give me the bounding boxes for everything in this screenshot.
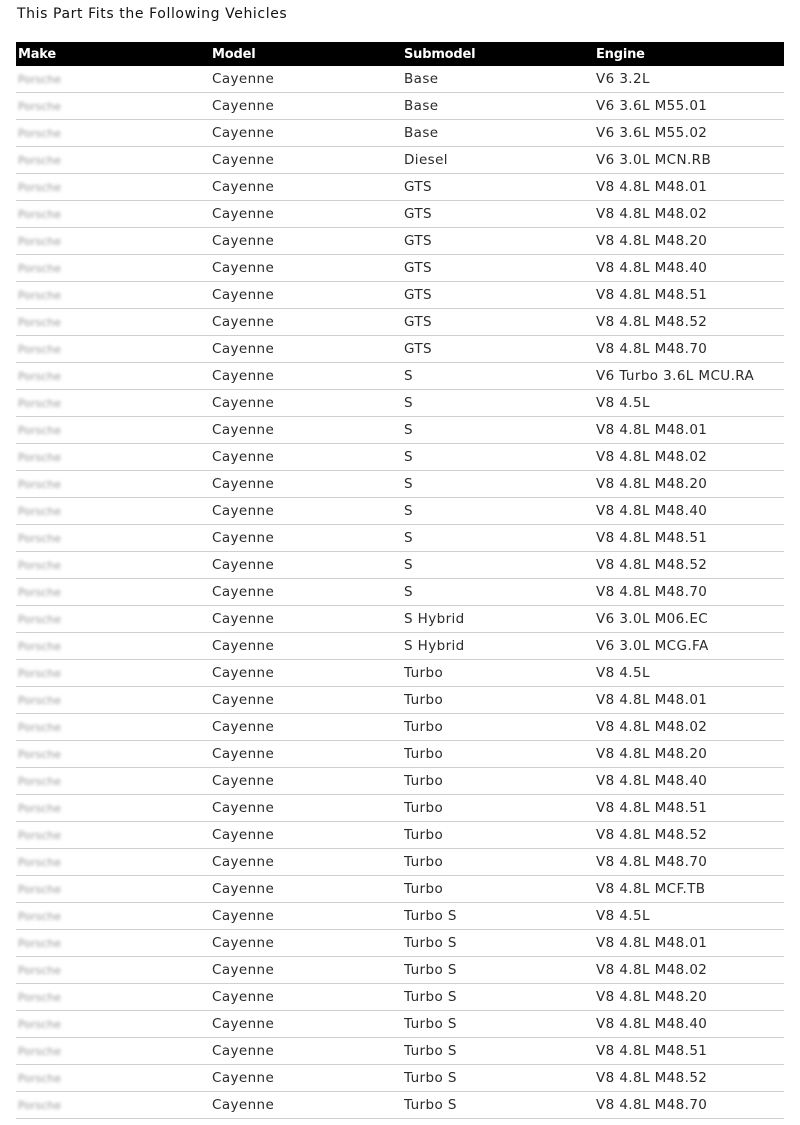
model-cell: Cayenne <box>210 174 402 201</box>
column-header-submodel: Submodel <box>402 42 594 66</box>
engine-cell: V8 4.8L M48.40 <box>594 498 784 525</box>
table-row <box>16 390 784 417</box>
make-cell: Porsche <box>16 687 210 714</box>
make-cell: Porsche <box>16 282 210 309</box>
model-cell: Cayenne <box>210 930 402 957</box>
make-cell: Porsche <box>16 336 210 363</box>
engine-cell: V8 4.8L M48.02 <box>594 957 784 984</box>
table-row <box>16 1038 784 1065</box>
engine-cell: V8 4.8L M48.01 <box>594 687 784 714</box>
engine-cell: V6 3.0L MCN.RB <box>594 147 784 174</box>
table-row <box>16 552 784 579</box>
engine-cell: V8 4.5L <box>594 660 784 687</box>
model-cell: Cayenne <box>210 1065 402 1092</box>
submodel-cell: Turbo S <box>402 903 594 930</box>
submodel-cell: Diesel <box>402 147 594 174</box>
model-cell: Cayenne <box>210 606 402 633</box>
make-cell: Porsche <box>16 1038 210 1065</box>
make-cell: Porsche <box>16 795 210 822</box>
engine-cell: V8 4.8L M48.20 <box>594 741 784 768</box>
submodel-cell: Turbo <box>402 795 594 822</box>
submodel-cell: Turbo <box>402 660 594 687</box>
model-cell: Cayenne <box>210 1038 402 1065</box>
table-row <box>16 498 784 525</box>
model-cell: Cayenne <box>210 903 402 930</box>
model-cell: Cayenne <box>210 228 402 255</box>
model-cell: Cayenne <box>210 552 402 579</box>
make-cell: Porsche <box>16 93 210 120</box>
submodel-cell: GTS <box>402 282 594 309</box>
submodel-cell: Turbo S <box>402 1092 594 1119</box>
model-cell: Cayenne <box>210 1011 402 1038</box>
model-cell: Cayenne <box>210 66 402 93</box>
table-row <box>16 417 784 444</box>
page-title: This Part Fits the Following Vehicles <box>17 6 288 22</box>
model-cell: Cayenne <box>210 309 402 336</box>
model-cell: Cayenne <box>210 876 402 903</box>
make-cell: Porsche <box>16 957 210 984</box>
submodel-cell: Turbo <box>402 849 594 876</box>
make-cell: Porsche <box>16 471 210 498</box>
model-cell: Cayenne <box>210 822 402 849</box>
submodel-cell: S <box>402 417 594 444</box>
submodel-cell: S Hybrid <box>402 633 594 660</box>
model-cell: Cayenne <box>210 444 402 471</box>
engine-cell: V8 4.8L M48.40 <box>594 768 784 795</box>
engine-cell: V8 4.8L M48.02 <box>594 201 784 228</box>
model-cell: Cayenne <box>210 120 402 147</box>
model-cell: Cayenne <box>210 498 402 525</box>
table-row <box>16 660 784 687</box>
model-cell: Cayenne <box>210 795 402 822</box>
make-cell: Porsche <box>16 1092 210 1119</box>
model-cell: Cayenne <box>210 957 402 984</box>
column-header-model: Model <box>210 42 402 66</box>
table-row <box>16 255 784 282</box>
engine-cell: V8 4.8L M48.01 <box>594 417 784 444</box>
model-cell: Cayenne <box>210 147 402 174</box>
make-cell: Porsche <box>16 390 210 417</box>
make-cell: Porsche <box>16 363 210 390</box>
engine-cell: V8 4.8L M48.70 <box>594 1092 784 1119</box>
engine-cell: V8 4.8L M48.20 <box>594 984 784 1011</box>
model-cell: Cayenne <box>210 579 402 606</box>
table-row <box>16 795 784 822</box>
engine-cell: V8 4.5L <box>594 390 784 417</box>
table-header-row <box>16 42 784 66</box>
table-body <box>16 66 784 1119</box>
make-cell: Porsche <box>16 201 210 228</box>
engine-cell: V8 4.8L M48.01 <box>594 174 784 201</box>
engine-cell: V6 3.6L M55.02 <box>594 120 784 147</box>
table-row <box>16 741 784 768</box>
submodel-cell: GTS <box>402 336 594 363</box>
submodel-cell: GTS <box>402 201 594 228</box>
engine-cell: V8 4.8L MCF.TB <box>594 876 784 903</box>
model-cell: Cayenne <box>210 660 402 687</box>
table-row <box>16 1092 784 1119</box>
make-cell: Porsche <box>16 660 210 687</box>
engine-cell: V6 3.0L M06.EC <box>594 606 784 633</box>
vehicle-fitment-table <box>16 42 784 1119</box>
submodel-cell: S <box>402 579 594 606</box>
make-cell: Porsche <box>16 66 210 93</box>
submodel-cell: S <box>402 498 594 525</box>
model-cell: Cayenne <box>210 417 402 444</box>
engine-cell: V8 4.8L M48.51 <box>594 282 784 309</box>
submodel-cell: S <box>402 471 594 498</box>
model-cell: Cayenne <box>210 741 402 768</box>
make-cell: Porsche <box>16 147 210 174</box>
engine-cell: V8 4.8L M48.52 <box>594 1065 784 1092</box>
engine-cell: V8 4.8L M48.52 <box>594 309 784 336</box>
make-cell: Porsche <box>16 984 210 1011</box>
make-cell: Porsche <box>16 930 210 957</box>
table-row <box>16 687 784 714</box>
submodel-cell: Base <box>402 66 594 93</box>
submodel-cell: Turbo S <box>402 957 594 984</box>
engine-cell: V8 4.8L M48.02 <box>594 714 784 741</box>
make-cell: Porsche <box>16 849 210 876</box>
submodel-cell: Turbo <box>402 768 594 795</box>
submodel-cell: Turbo S <box>402 1011 594 1038</box>
make-cell: Porsche <box>16 525 210 552</box>
make-cell: Porsche <box>16 768 210 795</box>
engine-cell: V6 3.2L <box>594 66 784 93</box>
table-row <box>16 201 784 228</box>
model-cell: Cayenne <box>210 282 402 309</box>
model-cell: Cayenne <box>210 336 402 363</box>
make-cell: Porsche <box>16 1065 210 1092</box>
column-header-engine: Engine <box>594 42 784 66</box>
make-cell: Porsche <box>16 309 210 336</box>
submodel-cell: Turbo <box>402 687 594 714</box>
submodel-cell: S <box>402 444 594 471</box>
table-row <box>16 606 784 633</box>
table-row <box>16 822 784 849</box>
table-row <box>16 309 784 336</box>
table-row <box>16 525 784 552</box>
submodel-cell: S <box>402 525 594 552</box>
table-row <box>16 66 784 93</box>
table-row <box>16 579 784 606</box>
make-cell: Porsche <box>16 741 210 768</box>
model-cell: Cayenne <box>210 768 402 795</box>
table-row <box>16 363 784 390</box>
submodel-cell: S <box>402 552 594 579</box>
model-cell: Cayenne <box>210 525 402 552</box>
table-row <box>16 876 784 903</box>
table-row <box>16 228 784 255</box>
engine-cell: V6 3.0L MCG.FA <box>594 633 784 660</box>
engine-cell: V8 4.8L M48.20 <box>594 471 784 498</box>
make-cell: Porsche <box>16 714 210 741</box>
submodel-cell: Turbo <box>402 876 594 903</box>
table-row <box>16 120 784 147</box>
table-row <box>16 282 784 309</box>
engine-cell: V8 4.8L M48.51 <box>594 1038 784 1065</box>
submodel-cell: S <box>402 390 594 417</box>
table-row <box>16 633 784 660</box>
make-cell: Porsche <box>16 1011 210 1038</box>
submodel-cell: Turbo S <box>402 1065 594 1092</box>
model-cell: Cayenne <box>210 390 402 417</box>
table-row <box>16 1065 784 1092</box>
engine-cell: V8 4.8L M48.40 <box>594 1011 784 1038</box>
make-cell: Porsche <box>16 606 210 633</box>
table-row <box>16 714 784 741</box>
model-cell: Cayenne <box>210 633 402 660</box>
make-cell: Porsche <box>16 120 210 147</box>
engine-cell: V8 4.8L M48.52 <box>594 552 784 579</box>
table-row <box>16 336 784 363</box>
table-row <box>16 147 784 174</box>
submodel-cell: Turbo S <box>402 930 594 957</box>
engine-cell: V8 4.8L M48.01 <box>594 930 784 957</box>
submodel-cell: GTS <box>402 228 594 255</box>
submodel-cell: Turbo <box>402 714 594 741</box>
make-cell: Porsche <box>16 633 210 660</box>
engine-cell: V8 4.8L M48.02 <box>594 444 784 471</box>
make-cell: Porsche <box>16 228 210 255</box>
table-row <box>16 93 784 120</box>
model-cell: Cayenne <box>210 363 402 390</box>
submodel-cell: Base <box>402 120 594 147</box>
model-cell: Cayenne <box>210 255 402 282</box>
table-row <box>16 471 784 498</box>
table-row <box>16 903 784 930</box>
engine-cell: V8 4.8L M48.52 <box>594 822 784 849</box>
table-row <box>16 930 784 957</box>
make-cell: Porsche <box>16 255 210 282</box>
submodel-cell: S Hybrid <box>402 606 594 633</box>
table-row <box>16 444 784 471</box>
engine-cell: V8 4.8L M48.20 <box>594 228 784 255</box>
submodel-cell: Turbo S <box>402 984 594 1011</box>
submodel-cell: Turbo <box>402 741 594 768</box>
engine-cell: V8 4.8L M48.70 <box>594 579 784 606</box>
model-cell: Cayenne <box>210 984 402 1011</box>
engine-cell: V6 Turbo 3.6L MCU.RA <box>594 363 784 390</box>
submodel-cell: GTS <box>402 174 594 201</box>
engine-cell: V8 4.8L M48.70 <box>594 336 784 363</box>
submodel-cell: Turbo <box>402 822 594 849</box>
model-cell: Cayenne <box>210 201 402 228</box>
engine-cell: V8 4.8L M48.70 <box>594 849 784 876</box>
make-cell: Porsche <box>16 498 210 525</box>
model-cell: Cayenne <box>210 714 402 741</box>
submodel-cell: Base <box>402 93 594 120</box>
model-cell: Cayenne <box>210 849 402 876</box>
table-row <box>16 768 784 795</box>
table-header <box>16 42 784 66</box>
make-cell: Porsche <box>16 903 210 930</box>
submodel-cell: GTS <box>402 309 594 336</box>
table-row <box>16 984 784 1011</box>
table-row <box>16 174 784 201</box>
make-cell: Porsche <box>16 579 210 606</box>
submodel-cell: S <box>402 363 594 390</box>
engine-cell: V8 4.5L <box>594 903 784 930</box>
table-row <box>16 957 784 984</box>
submodel-cell: Turbo S <box>402 1038 594 1065</box>
submodel-cell: GTS <box>402 255 594 282</box>
model-cell: Cayenne <box>210 93 402 120</box>
column-header-make: Make <box>16 42 210 66</box>
engine-cell: V8 4.8L M48.40 <box>594 255 784 282</box>
make-cell: Porsche <box>16 822 210 849</box>
make-cell: Porsche <box>16 174 210 201</box>
make-cell: Porsche <box>16 417 210 444</box>
make-cell: Porsche <box>16 876 210 903</box>
engine-cell: V6 3.6L M55.01 <box>594 93 784 120</box>
engine-cell: V8 4.8L M48.51 <box>594 795 784 822</box>
table-row <box>16 849 784 876</box>
model-cell: Cayenne <box>210 1092 402 1119</box>
engine-cell: V8 4.8L M48.51 <box>594 525 784 552</box>
make-cell: Porsche <box>16 444 210 471</box>
make-cell: Porsche <box>16 552 210 579</box>
model-cell: Cayenne <box>210 687 402 714</box>
model-cell: Cayenne <box>210 471 402 498</box>
table-row <box>16 1011 784 1038</box>
